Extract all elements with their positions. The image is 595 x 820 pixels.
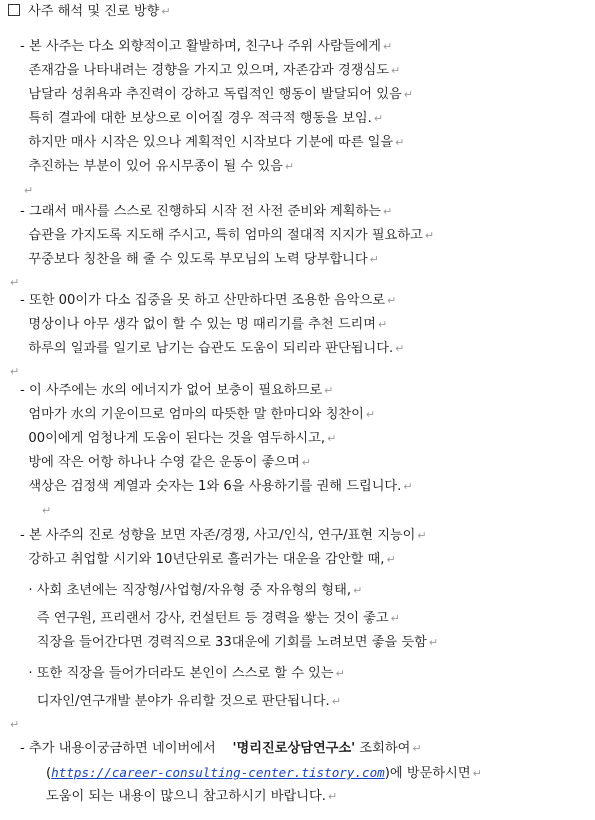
p5-line-1: - 본 사주의 진로 성향을 보면 자존/경쟁, 사고/인식, 연구/표현 지능이 ↵ xyxy=(20,527,427,545)
closing-line-2: (https://career-consulting-center.tistory.com)에 방문하시면 ↵ xyxy=(46,764,482,782)
p1-line-2: 존재감을 나타내려는 경향을 가지고 있으며, 자존감과 경쟁심도 ↵ xyxy=(20,62,400,80)
empty-line xyxy=(22,182,33,200)
paragraph-mark-icon xyxy=(302,456,311,469)
p3-line-1: - 또한 00이가 다소 집중을 못 하고 산만하다면 조용한 음악으로 ↵ xyxy=(20,292,396,310)
empty-line xyxy=(8,274,19,292)
p5-bullet-2-line-2: 디자인/연구개발 분야가 유리할 것으로 판단됩니다. ↵ xyxy=(20,693,341,711)
paragraph-mark-icon xyxy=(10,276,19,289)
paragraph-mark-icon xyxy=(353,584,362,597)
empty-line xyxy=(8,716,19,734)
p4-line-3: 00이에게 엄청나게 도움이 된다는 것을 염두하시고, ↵ xyxy=(20,430,336,448)
p5-bullet-1-line-3: 직장을 들어간다면 경력직으로 33대운에 기회를 노려보면 좋을 듯함 ↵ xyxy=(20,634,438,652)
blog-name: '명리진로상담연구소' xyxy=(232,741,356,756)
paragraph-mark-icon xyxy=(383,40,392,53)
paragraph-mark-icon xyxy=(391,612,400,625)
paragraph-mark-icon xyxy=(327,432,336,445)
p5-bullet-1-line-2: 즉 연구원, 프리랜서 강사, 컨설턴트 등 경력을 쌓는 것이 좋고 ↵ xyxy=(20,610,400,628)
p1-line-3: 남달라 성취욕과 추진력이 강하고 독립적인 행동이 발달되어 있음 ↵ xyxy=(20,86,413,104)
p2-line-2: 습관을 가지도록 지도해 주시고, 특히 엄마의 절대적 지지가 필요하고 ↵ xyxy=(20,227,434,245)
paragraph-mark-icon xyxy=(24,184,33,197)
paragraph-mark-icon xyxy=(391,64,400,77)
paragraph-mark-icon xyxy=(285,160,294,173)
p1-line-1: - 본 사주는 다소 외향적이고 활발하며, 친구나 주위 사람들에게 ↵ xyxy=(20,38,392,56)
paragraph-mark-icon xyxy=(336,667,345,680)
paragraph-mark-icon xyxy=(429,636,438,649)
p3-line-3: 하루의 일과를 일기로 남기는 습관도 도움이 되리라 판단됩니다. ↵ xyxy=(20,340,404,358)
closing-line-3: 도움이 되는 내용이 많으니 참고하시기 바랍니다. ↵ xyxy=(46,788,337,806)
paragraph-mark-icon xyxy=(161,5,170,18)
p5-bullet-2-line-1: · 또한 직장을 들어가더라도 본인이 스스로 할 수 있는 ↵ xyxy=(20,665,345,683)
paragraph-mark-icon xyxy=(404,88,413,101)
paragraph-mark-icon xyxy=(332,695,341,708)
p1-line-5: 하지만 매사 시작은 있으나 계획적인 시작보다 기분에 따른 일을 ↵ xyxy=(20,134,404,152)
paragraph-mark-icon xyxy=(10,365,19,378)
closing-line-1: - 추가 내용이궁금하면 네이버에서 '명리진로상담연구소' 조회하여 ↵ xyxy=(20,740,422,758)
paragraph-mark-icon xyxy=(395,342,404,355)
paragraph-mark-icon xyxy=(324,384,333,397)
paragraph-mark-icon xyxy=(403,480,412,493)
paragraph-mark-icon xyxy=(42,504,51,517)
p5-line-2: 강하고 취업할 시기와 10년단위로 흘러가는 대운을 감안할 때, ↵ xyxy=(20,551,396,569)
paragraph-mark-icon xyxy=(417,529,426,542)
blog-url-link[interactable]: https://career-consulting-center.tistory.com xyxy=(51,765,385,780)
paragraph-mark-icon xyxy=(328,790,337,803)
paragraph-mark-icon xyxy=(383,205,392,218)
p3-line-2: 명상이나 아무 생각 없이 할 수 있는 멍 때리기를 추천 드리며 ↵ xyxy=(20,316,387,334)
p4-line-2: 엄마가 水의 기운이므로 엄마의 따뜻한 말 한마디와 칭찬이 ↵ xyxy=(20,406,375,424)
p2-line-3: 꾸중보다 칭찬을 해 줄 수 있도록 부모님의 노력 당부합니다 ↵ xyxy=(20,251,379,269)
checkbox-square-icon xyxy=(8,4,20,16)
paragraph-mark-icon xyxy=(366,408,375,421)
paragraph-mark-icon xyxy=(374,112,383,125)
empty-line xyxy=(40,502,51,520)
paragraph-mark-icon xyxy=(395,136,404,149)
p4-line-4: 방에 작은 어항 하나나 수영 같은 운동이 좋으며 ↵ xyxy=(20,454,311,472)
p2-line-1: - 그래서 매사를 스스로 진행하되 시작 전 사전 준비와 계획하는 ↵ xyxy=(20,203,392,221)
p5-bullet-1-line-1: · 사회 초년에는 직장형/사업형/자유형 중 자유형의 형태, ↵ xyxy=(20,582,362,600)
p1-line-4: 특히 결과에 대한 보상으로 이어질 경우 적극적 행동을 보임. ↵ xyxy=(20,110,383,128)
paragraph-mark-icon xyxy=(387,294,396,307)
paragraph-mark-icon xyxy=(412,742,421,755)
paragraph-mark-icon xyxy=(425,229,434,242)
paragraph-mark-icon xyxy=(378,318,387,331)
paragraph-mark-icon xyxy=(10,718,19,731)
paragraph-mark-icon xyxy=(473,767,482,780)
empty-line xyxy=(8,363,19,381)
paragraph-mark-icon xyxy=(370,253,379,266)
p4-line-1: - 이 사주에는 水의 에너지가 없어 보충이 필요하므로 ↵ xyxy=(20,382,333,400)
p4-line-5: 색상은 검정색 계열과 숫자는 1와 6을 사용하기를 권해 드립니다. ↵ xyxy=(20,478,413,496)
section-title: 사주 해석 및 진로 방향 ↵ xyxy=(8,3,171,21)
paragraph-mark-icon xyxy=(386,553,395,566)
p1-line-6: 추진하는 부분이 있어 유시무종이 될 수 있음 ↵ xyxy=(20,158,294,176)
